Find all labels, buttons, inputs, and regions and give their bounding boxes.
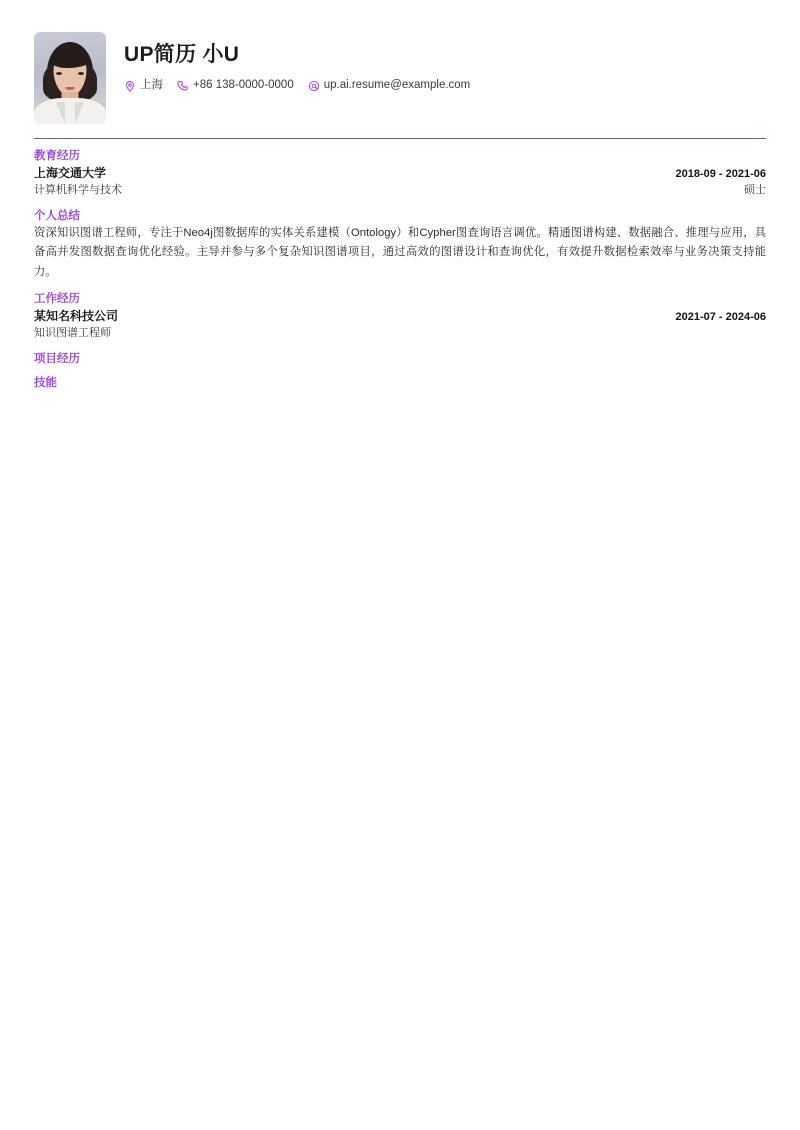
avatar <box>34 32 106 124</box>
section-title-projects: 项目经历 <box>34 352 80 365</box>
location-pin-icon <box>124 80 136 92</box>
candidate-name: UP简历 小U <box>124 43 240 66</box>
header-divider <box>34 138 766 139</box>
work-company: 某知名科技公司 <box>34 308 119 323</box>
contact-email-text: up.ai.resume@example.com <box>323 79 471 92</box>
header-info <box>124 32 470 92</box>
resume-header <box>28 24 772 124</box>
education-school: 上海交通大学 <box>34 165 107 180</box>
section-education <box>28 149 772 198</box>
contact-location <box>124 80 163 92</box>
section-work <box>28 292 772 341</box>
section-projects <box>28 352 772 366</box>
section-title-work: 工作经历 <box>34 293 80 306</box>
education-date: 2018-09 - 2021-06 <box>675 167 766 180</box>
education-major: 计算机科学与技术 <box>34 183 122 196</box>
section-title-skills: 技能 <box>34 376 57 389</box>
section-title-summary: 个人总结 <box>34 209 80 222</box>
section-skills <box>28 376 772 390</box>
contact-email <box>308 80 471 92</box>
contact-phone <box>177 80 294 92</box>
contact-phone-text: +86 138-0000-0000 <box>193 79 294 92</box>
education-degree: 硕士 <box>744 183 766 196</box>
work-role: 知识图谱工程师 <box>34 326 111 339</box>
email-at-icon <box>308 80 320 92</box>
contact-row <box>124 80 470 92</box>
contact-location-text: 上海 <box>140 79 163 92</box>
summary-text: 资深知识图谱工程师，专注于Neo4j图数据库的实体关系建模（Ontology）和Cypher图查询语言调优。精通图谱构建、数据融合、推理与应用，具备高并发图数据查询优化经验。主导并参与多个复杂知识图谱项目，通过高效的图谱设计和查询优化，有效提升数据检索效率与业务决策支持能力。 <box>34 227 766 278</box>
work-entry <box>34 308 766 342</box>
work-date: 2021-07 - 2024-06 <box>675 310 766 323</box>
education-entry <box>34 165 766 199</box>
section-summary <box>28 209 772 283</box>
section-title-education: 教育经历 <box>34 150 80 163</box>
phone-icon <box>177 80 189 92</box>
